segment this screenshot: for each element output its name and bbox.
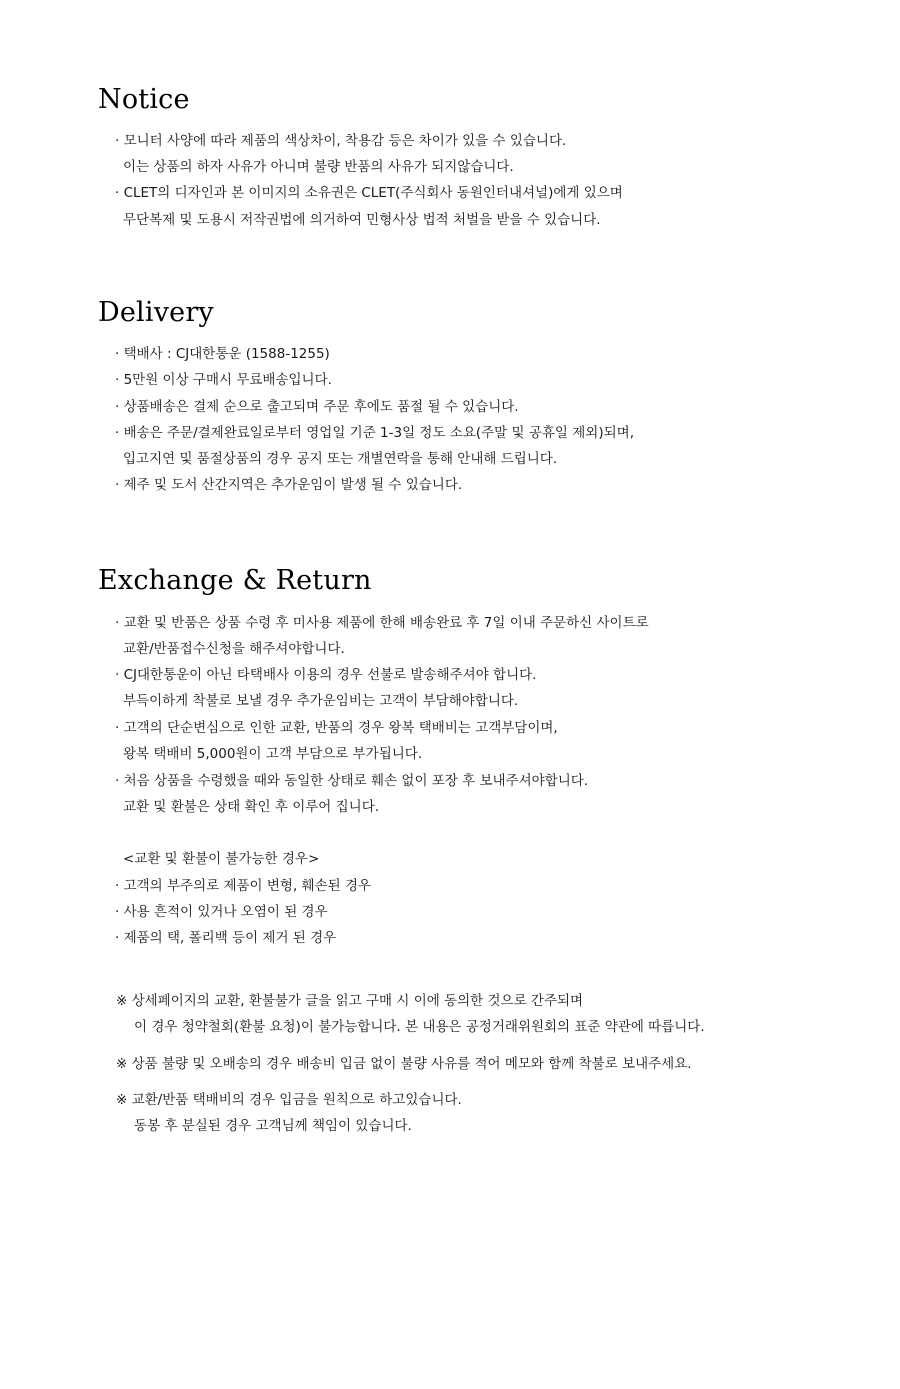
exchange-line: 왕복 택배비 5,000원이 고객 부담으로 부가됩니다. bbox=[123, 746, 423, 762]
delivery-line: · 제주 및 도서 산간지역은 추가운임이 발생 될 수 있습니다. bbox=[115, 477, 463, 493]
exchange-line: · 사용 흔적이 있거나 오염이 된 경우 bbox=[115, 904, 328, 920]
delivery-line: · 5만원 이상 구매시 무료배송입니다. bbox=[115, 372, 332, 388]
delivery-line: 입고지연 및 품절상품의 경우 공지 또는 개별연락을 통해 안내해 드립니다. bbox=[123, 451, 558, 467]
delivery-heading: Delivery bbox=[98, 297, 214, 328]
exchange-line: 교환 및 환불은 상태 확인 후 이루어 집니다. bbox=[123, 799, 380, 815]
exchange-line: · 교환 및 반품은 상품 수령 후 미사용 제품에 한해 배송완료 후 7일 이내 주문하신 사이트로 bbox=[115, 615, 649, 631]
exchange-line: · 제품의 택, 폴리백 등이 제거 된 경우 bbox=[115, 930, 337, 946]
exchange-line: 교환/반품접수신청을 해주셔야합니다. bbox=[123, 641, 345, 657]
exchange-note: ※ 상세페이지의 교환, 환불불가 글을 읽고 구매 시 이에 동의한 것으로 간주되며 bbox=[116, 993, 584, 1009]
exchange-note: 이 경우 청약철회(환불 요청)이 불가능합니다. 본 내용은 공정거래위원회의 표준 약관에 따릅니다. bbox=[134, 1019, 705, 1035]
notice-line: · CLET의 디자인과 본 이미지의 소유권은 CLET(주식회사 동원인터내셔널)에게 있으며 bbox=[115, 185, 623, 201]
delivery-line: · 배송은 주문/결제완료일로부터 영업일 기준 1-3일 정도 소요(주말 및 공휴일 제외)되며, bbox=[115, 425, 634, 441]
delivery-line: · 상품배송은 결제 순으로 출고되며 주문 후에도 품절 될 수 있습니다. bbox=[115, 399, 519, 415]
exchange-line: 부득이하게 착불로 보낼 경우 추가운임비는 고객이 부담해야합니다. bbox=[123, 693, 519, 709]
exchange-heading: Exchange & Return bbox=[98, 565, 372, 596]
notice-line: · 모니터 사양에 따라 제품의 색상차이, 착용감 등은 차이가 있을 수 있습니다. bbox=[115, 133, 567, 149]
exchange-line: · 고객의 부주의로 제품이 변형, 훼손된 경우 bbox=[115, 878, 372, 894]
exchange-note: ※ 상품 불량 및 오배송의 경우 배송비 입금 없이 불량 사유를 적어 메모와 함께 착불로 보내주세요. bbox=[116, 1056, 692, 1072]
exchange-note: 동봉 후 분실된 경우 고객님께 책임이 있습니다. bbox=[134, 1118, 412, 1134]
exchange-line: · CJ대한통운이 아닌 타택배사 이용의 경우 선불로 발송해주셔야 합니다. bbox=[115, 667, 537, 683]
exchange-note: ※ 교환/반품 택배비의 경우 입금을 원칙으로 하고있습니다. bbox=[116, 1092, 462, 1108]
notice-heading: Notice bbox=[98, 84, 190, 115]
exchange-line: · 처음 상품을 수령했을 때와 동일한 상태로 훼손 없이 포장 후 보내주셔야합니다. bbox=[115, 773, 589, 789]
notice-line: 이는 상품의 하자 사유가 아니며 불량 반품의 사유가 되지않습니다. bbox=[123, 159, 514, 175]
notice-line: 무단복제 및 도용시 저작권법에 의거하여 민형사상 법적 처벌을 받을 수 있습니다. bbox=[123, 212, 601, 228]
exchange-subheading: <교환 및 환불이 불가능한 경우> bbox=[123, 851, 320, 867]
delivery-line: · 택배사 : CJ대한통운 (1588-1255) bbox=[115, 346, 330, 362]
exchange-line: · 고객의 단순변심으로 인한 교환, 반품의 경우 왕복 택배비는 고객부담이며, bbox=[115, 720, 558, 736]
